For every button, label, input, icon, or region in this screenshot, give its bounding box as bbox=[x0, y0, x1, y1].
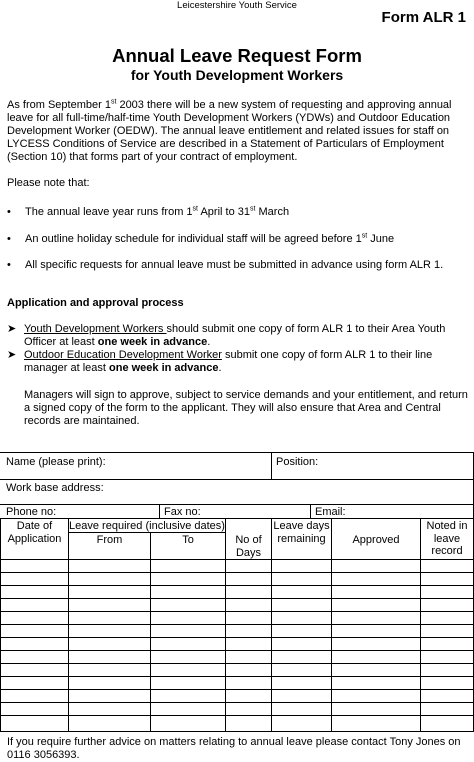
form-top-border bbox=[0, 452, 474, 453]
name-position-divider bbox=[271, 452, 272, 479]
arrow-bullet-icon: ➤ bbox=[7, 349, 17, 361]
table-row-line bbox=[0, 624, 474, 625]
table-top-border bbox=[0, 518, 474, 519]
col-no-of-days: No of Days bbox=[235, 534, 262, 559]
name-field-label: Name (please print): bbox=[6, 456, 106, 468]
table-row-line bbox=[0, 637, 474, 638]
col-noted-in-leave-record: Noted in leave record bbox=[426, 520, 468, 557]
form-row-line bbox=[0, 479, 474, 480]
table-header-bottom bbox=[0, 559, 474, 560]
table-column-divider bbox=[331, 518, 332, 732]
table-bottom-border bbox=[0, 731, 474, 732]
table-column-divider bbox=[271, 518, 272, 732]
col-to: To bbox=[182, 534, 194, 546]
table-column-divider bbox=[68, 518, 69, 732]
col-leave-days-remaining: Leave days remaining bbox=[273, 520, 330, 545]
fax-field-label: Fax no: bbox=[164, 506, 201, 518]
table-row-line bbox=[0, 663, 474, 664]
col-date-of-application: Date of Application bbox=[7, 520, 62, 545]
process-item-oedw: ➤ Outdoor Education Development Worker submit one copy of form ALR 1 to their line manager at least one week in advance. bbox=[7, 349, 433, 374]
email-field-label: Email: bbox=[315, 506, 346, 518]
col-approved: Approved bbox=[352, 534, 400, 546]
col-from: From bbox=[96, 534, 123, 546]
table-row-line bbox=[0, 650, 474, 651]
table-row-line bbox=[0, 611, 474, 612]
process-heading: Application and approval process bbox=[7, 297, 184, 309]
fax-email-divider bbox=[310, 504, 311, 518]
process-item-ydw: ➤ Youth Development Workers should submit one copy of form ALR 1 to their Area Youth Officer at least one week in advance. bbox=[7, 323, 446, 348]
bullet-dot-icon: • bbox=[7, 259, 11, 271]
phone-fax-divider bbox=[159, 504, 160, 518]
table-row-line bbox=[0, 598, 474, 599]
form-subtitle: for Youth Development Workers bbox=[130, 67, 344, 83]
form-id: Form ALR 1 bbox=[381, 9, 466, 26]
bullet-dot-icon: • bbox=[7, 206, 11, 218]
bullet-item: • All specific requests for annual leave must be submitted in advance using form ALR 1. bbox=[7, 259, 444, 271]
form-row-line bbox=[0, 504, 474, 505]
table-row-line bbox=[0, 702, 474, 703]
form-title: Annual Leave Request Form bbox=[112, 45, 362, 66]
table-row-line bbox=[0, 585, 474, 586]
bullet-dot-icon: • bbox=[7, 233, 11, 245]
organization-name: Leicestershire Youth Service bbox=[177, 0, 297, 11]
managers-note: Managers will sign to approve, subject to service demands and your entitlement, and return a signed copy of the form to the applicant. They will also ensure that Area and Central records are maintained. bbox=[24, 389, 468, 427]
workbase-field-label: Work base address: bbox=[6, 482, 104, 494]
position-field-label: Position: bbox=[276, 456, 319, 468]
footer-contact-note: If you require further advice on matters relating to annual leave please contact Tony Jones on 0116 3056393. bbox=[7, 736, 461, 761]
bullet-item: • An outline holiday schedule for individual staff will be agreed before 1st June bbox=[7, 232, 395, 245]
intro-paragraph: As from September 1st 2003 there will be a new system of requesting and approving annual leave for all full-time/half-time Youth Development Workers (YDWs) and Outdoor Education Development Worker (OEDW). The annual leave entitlement and related issues for staff on LYCESS Conditions of Service are described in a Statement of Particulars of Employment (Section 10) that forms part of your contract of employment. bbox=[7, 98, 452, 163]
table-left-border bbox=[0, 518, 1, 732]
col-leave-required: Leave required (inclusive dates) bbox=[69, 520, 225, 532]
table-row-line bbox=[0, 689, 474, 690]
table-row-line bbox=[0, 676, 474, 677]
table-row-line bbox=[0, 572, 474, 573]
bullet-item: • The annual leave year runs from 1st April to 31st March bbox=[7, 205, 290, 218]
table-row-line bbox=[0, 715, 474, 716]
arrow-bullet-icon: ➤ bbox=[7, 323, 17, 335]
phone-field-label: Phone no: bbox=[6, 506, 57, 518]
please-note-label: Please note that: bbox=[7, 177, 90, 189]
